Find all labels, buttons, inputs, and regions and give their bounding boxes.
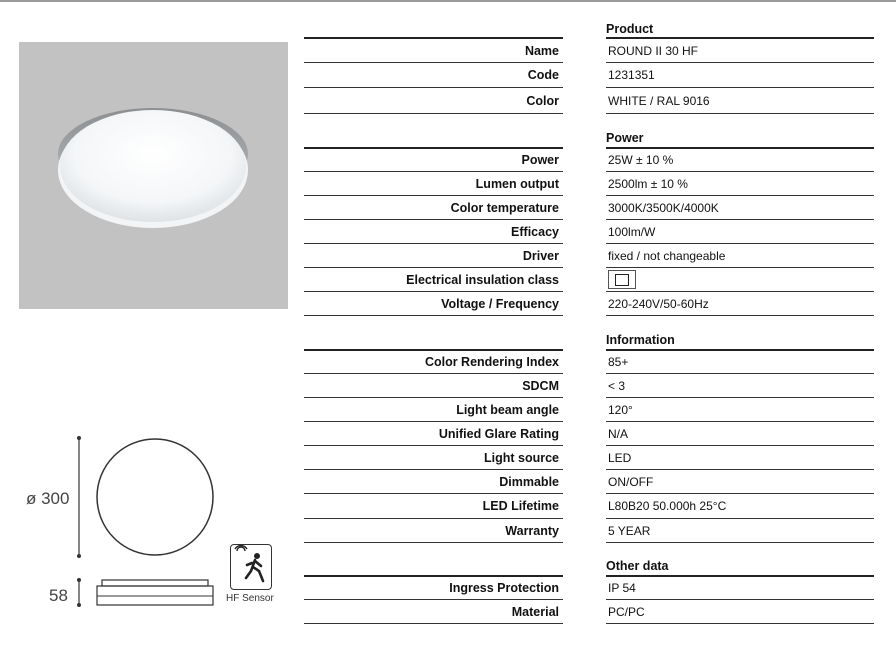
row-value: fixed / not changeable (606, 244, 874, 268)
table-row (304, 88, 874, 114)
row-label: Ingress Protection (304, 577, 563, 600)
row-label: Color temperature (304, 196, 563, 220)
product-photo (19, 42, 288, 309)
row-label: Warranty (304, 519, 563, 543)
row-label: Material (304, 600, 563, 624)
section-information-header (304, 316, 874, 347)
table-row (304, 196, 874, 220)
row-label: Unified Glare Rating (304, 422, 563, 446)
row-label: LED Lifetime (304, 494, 563, 519)
row-label: Efficacy (304, 220, 563, 244)
row-label: Dimmable (304, 470, 563, 494)
row-value: IP 54 (606, 577, 874, 600)
table-row (304, 39, 874, 63)
table-row (304, 374, 874, 398)
table-row (304, 577, 874, 600)
table-row (304, 519, 874, 543)
hf-sensor-icon (230, 544, 272, 590)
row-label: Driver (304, 244, 563, 268)
table-row (304, 398, 874, 422)
table-row (304, 292, 874, 316)
row-label: SDCM (304, 374, 563, 398)
table-row (304, 600, 874, 624)
row-value: 1231351 (606, 63, 874, 88)
row-label: Power (304, 149, 563, 172)
table-row (304, 220, 874, 244)
row-value: LED (606, 446, 874, 470)
hf-sensor-label: HF Sensor (226, 593, 274, 604)
row-value: 5 YEAR (606, 519, 874, 543)
spec-table (304, 14, 874, 624)
insulation-class-icon (608, 270, 636, 289)
diameter-label: ø 300 (26, 489, 70, 508)
section-title: Other data (606, 559, 669, 573)
row-label: Lumen output (304, 172, 563, 196)
row-label: Light beam angle (304, 398, 563, 422)
row-value: 25W ± 10 % (606, 149, 874, 172)
section-title: Information (606, 333, 675, 347)
section-product-header (304, 14, 874, 36)
row-value: N/A (606, 422, 874, 446)
table-row (304, 351, 874, 374)
height-label: 58 (49, 586, 68, 605)
row-value: 85+ (606, 351, 874, 374)
top-divider (0, 0, 896, 2)
section-power-header (304, 114, 874, 145)
row-value: 220-240V/50-60Hz (606, 292, 874, 316)
row-value: ROUND II 30 HF (606, 39, 874, 63)
table-row (304, 446, 874, 470)
row-value: 100lm/W (606, 220, 874, 244)
row-label: Voltage / Frequency (304, 292, 563, 316)
row-label: Color (304, 88, 563, 114)
row-label: Light source (304, 446, 563, 470)
row-label: Name (304, 39, 563, 63)
row-value: 2500lm ± 10 % (606, 172, 874, 196)
row-value: 3000K/3500K/4000K (606, 196, 874, 220)
row-value: ON/OFF (606, 470, 874, 494)
table-row (304, 172, 874, 196)
table-row (304, 149, 874, 172)
table-row (304, 470, 874, 494)
section-title: Power (606, 131, 644, 145)
table-row (304, 63, 874, 88)
row-value (606, 268, 874, 292)
row-value: WHITE / RAL 9016 (606, 88, 874, 114)
table-row (304, 422, 874, 446)
dimension-drawing (0, 430, 300, 620)
table-row (304, 268, 874, 292)
row-value: 120° (606, 398, 874, 422)
table-row (304, 244, 874, 268)
row-label: Code (304, 63, 563, 88)
row-label: Electrical insulation class (304, 268, 563, 292)
table-row (304, 494, 874, 519)
section-title: Product (606, 22, 654, 36)
section-other-header (304, 543, 874, 573)
row-value: L80B20 50.000h 25°C (606, 494, 874, 519)
row-value: PC/PC (606, 600, 874, 624)
row-label: Color Rendering Index (304, 351, 563, 374)
row-value: < 3 (606, 374, 874, 398)
